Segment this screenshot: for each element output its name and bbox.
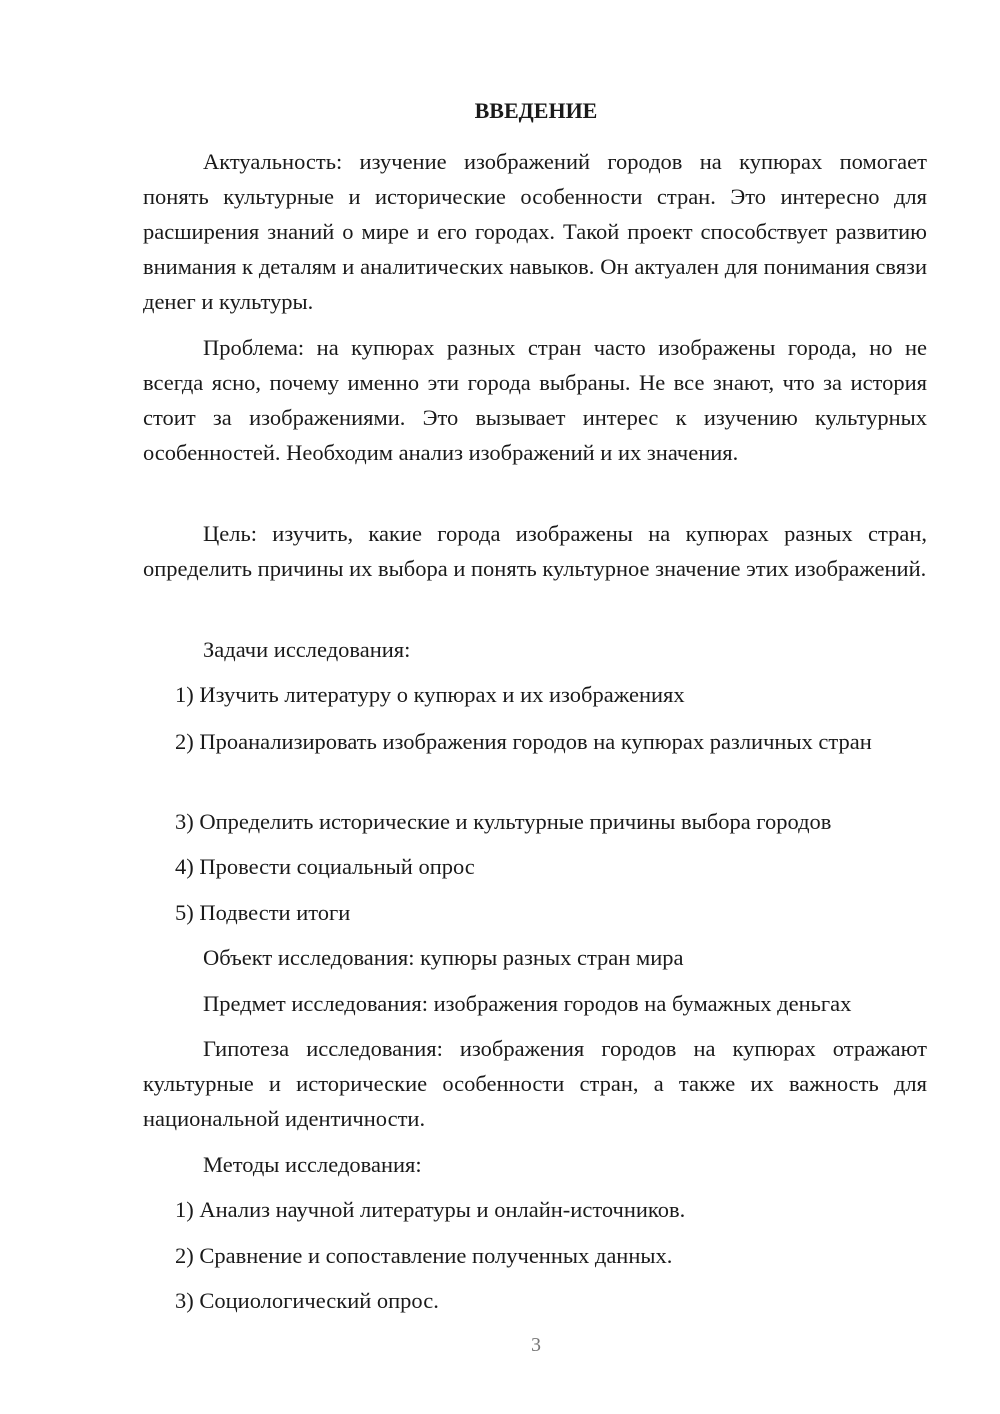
task-item: 3) Определить исторические и культурные причины выбора городов bbox=[175, 809, 832, 834]
paragraph-subject: Предмет исследования: изображения городов на бумажных деньгах bbox=[203, 991, 852, 1016]
paragraph-goal: Цель: изучить, какие города изображены на купюрах разных стран, определить причины их выбора и понять культурное значение этих изображений. bbox=[143, 521, 927, 581]
methods-label: Методы исследования: bbox=[203, 1152, 422, 1177]
method-item: 2) Сравнение и сопоставление полученных данных. bbox=[175, 1243, 673, 1268]
task-item: 2) Проанализировать изображения городов на купюрах различных стран bbox=[175, 729, 872, 754]
tasks-label: Задачи исследования: bbox=[203, 637, 411, 662]
section-heading: ВВЕДЕНИЕ bbox=[474, 98, 598, 123]
paragraph-hypothesis: Гипотеза исследования: изображения городов на купюрах отражают культурные и исторические особенности стран, а также их важность для национальной идентичности. bbox=[143, 1036, 927, 1131]
paragraph-problem: Проблема: на купюрах разных стран часто изображены города, но не всегда ясно, почему именно эти города выбраны. Не все знают, что за история стоит за изображениями. Это вызывает интерес к изучению культурных особенностей. Необходим анализ изображений и их значения. bbox=[143, 335, 927, 465]
task-item: 1) Изучить литературу о купюрах и их изображениях bbox=[175, 682, 685, 707]
paragraph-relevance: Актуальность: изучение изображений городов на купюрах помогает понять культурные и исторические особенности стран. Это интересно для расширения знаний о мире и его городах. Такой проект способствует развитию внимания к деталям и аналитических навыков. Он актуален для понимания связи денег и культуры. bbox=[143, 149, 927, 314]
page-number: 3 bbox=[531, 1334, 541, 1356]
method-item: 1) Анализ научной литературы и онлайн-источников. bbox=[175, 1197, 686, 1222]
paragraph-object: Объект исследования: купюры разных стран мира bbox=[203, 945, 684, 970]
method-item: 3) Социологический опрос. bbox=[175, 1288, 439, 1313]
task-item: 4) Провести социальный опрос bbox=[175, 854, 475, 879]
task-item: 5) Подвести итоги bbox=[175, 900, 351, 925]
